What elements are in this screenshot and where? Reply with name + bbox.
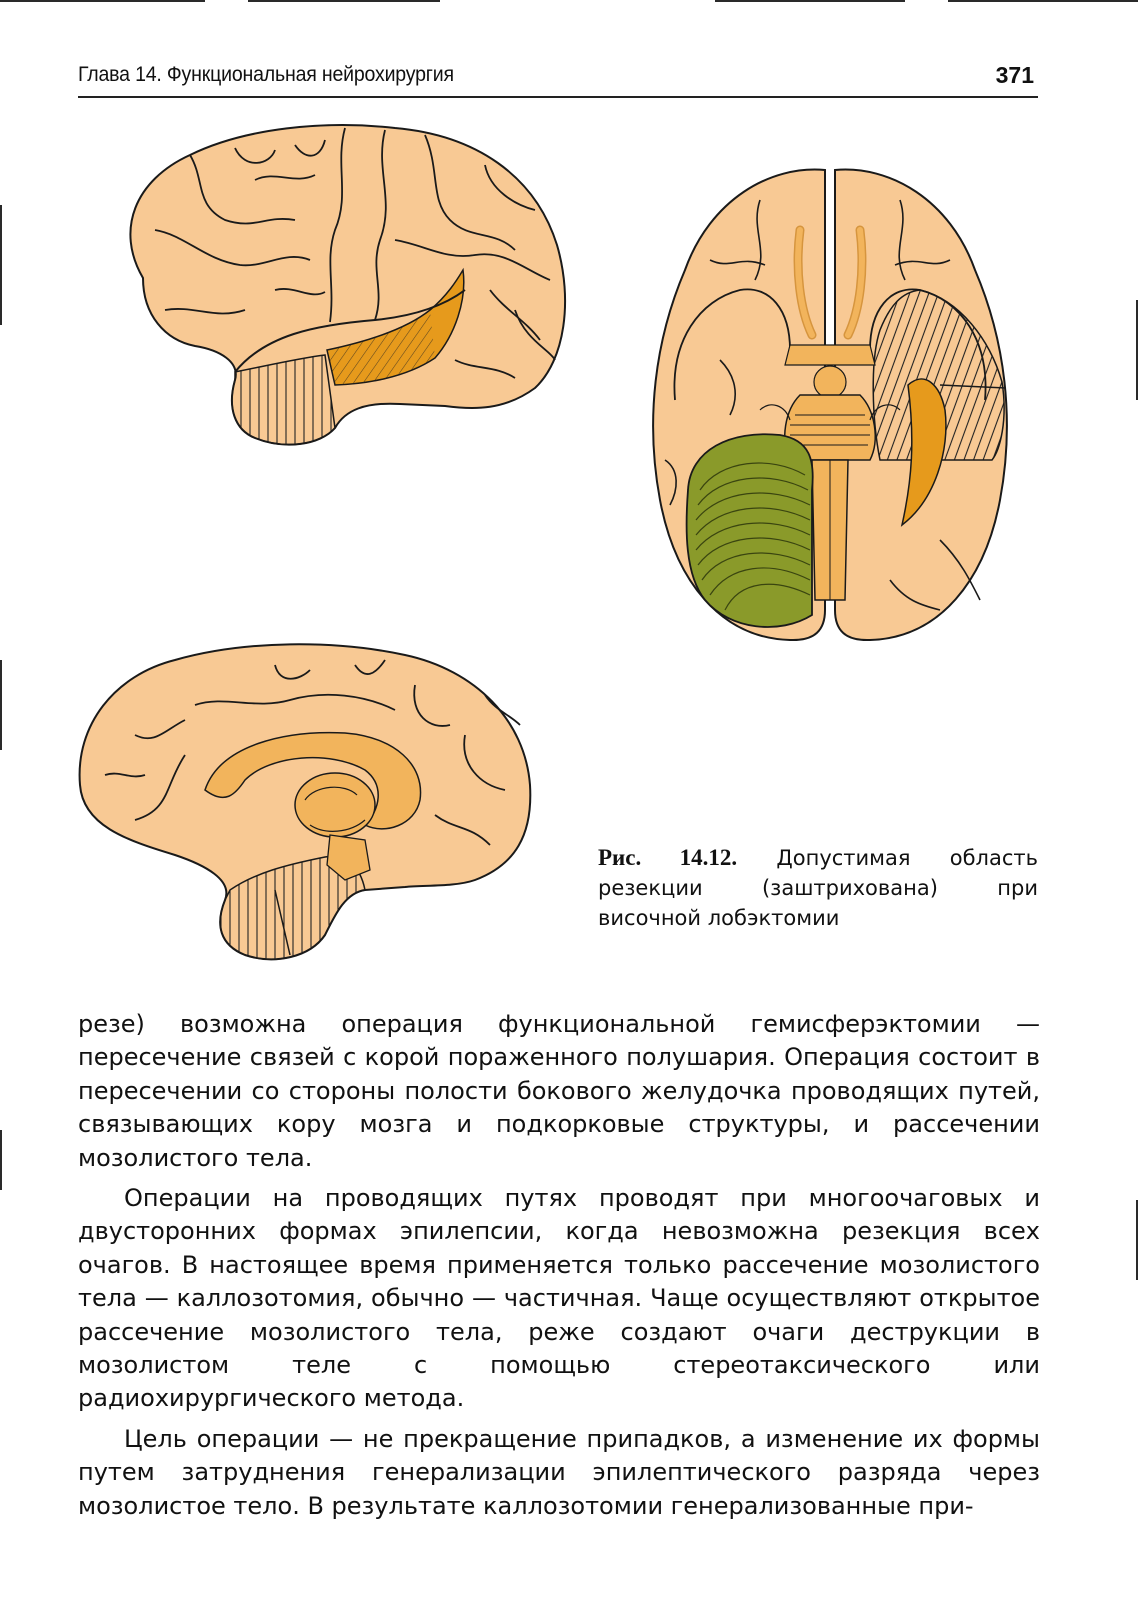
scan-artifact-line	[248, 0, 440, 2]
inferior-brain-figure	[640, 160, 1020, 650]
body-paragraph: Цель операции — не прекращение припадков, а изменение их формы путем затруднения генерализации эпилептического разряда через мозолистое тело. В результате каллозотомии генерализованные при-	[78, 1424, 1040, 1520]
body-paragraph: резе) возможна операция функциональной гемисферэктомии — пересечение связей с корой пораженного полушария. Операция состоит в пересечении со стороны полости бокового желудочка проводящих путей, связывающих кору мозга и подкорковые структуры, и рассечении мозолистого тела.	[78, 1010, 1040, 1172]
running-title: Глава 14. Функциональная нейрохирургия	[78, 63, 454, 86]
running-header	[78, 60, 1038, 98]
figure-label: Рис. 14.12.	[598, 845, 738, 870]
lateral-brain-figure	[95, 110, 585, 460]
scan-artifact-line	[0, 0, 205, 2]
figure-caption	[598, 843, 1038, 933]
hemisphere-outline	[130, 125, 565, 445]
body-text	[78, 1008, 1040, 1530]
page-number: 371	[995, 62, 1034, 88]
scan-artifact-line	[0, 1130, 2, 1190]
medial-brain-figure	[75, 625, 555, 970]
thalamus	[295, 773, 375, 837]
scan-artifact-line	[715, 0, 905, 2]
scan-artifact-line	[948, 0, 1138, 2]
scan-artifact-line	[0, 660, 2, 750]
scan-artifact-line	[0, 205, 2, 325]
optic-chiasm	[785, 345, 875, 365]
figure-caption-text: Допустимая область резекции (заштрихована) при височной лобэктомии	[598, 846, 1038, 930]
body-paragraph: Операции на проводящих путях проводят при многоочаговых и двусторонних формах эпилепсии, когда невозможна резекция всех очагов. В настоящее время применяется только рассечение мозолистого тела — каллозотомия, обычно — частичная. Чаще осуществляют открытое рассечение мозолистого тела, реже создают очаги деструкции в мозолистом теле с помощью стереотаксического или радиохирургического метода.	[78, 1184, 1040, 1413]
